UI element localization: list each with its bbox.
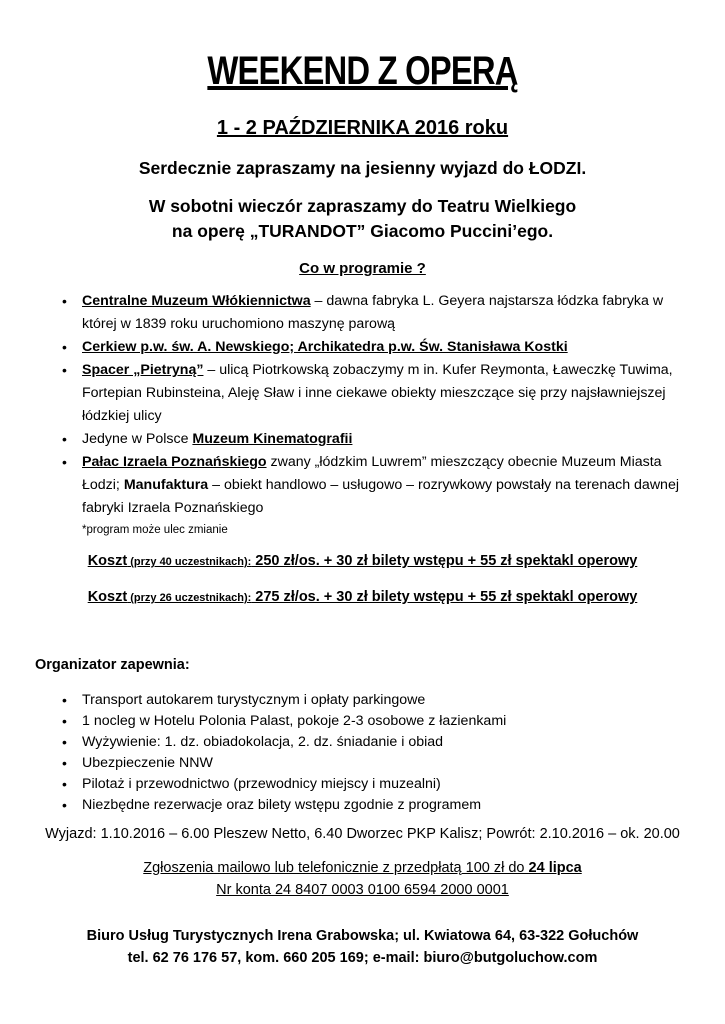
office-contact: tel. 62 76 176 57, kom. 660 205 169; e-mail: biuro@butgoluchow.com	[127, 950, 598, 966]
evening-text-line2: na operę „TURANDOT” Giacomo Puccini’ego.	[171, 221, 554, 241]
invite-text: Serdecznie zapraszamy na jesienny wyjazd do ŁODZI.	[138, 158, 587, 178]
bullet-icon: •	[62, 692, 67, 708]
cost-line	[0, 589, 725, 605]
bullet-icon: •	[62, 293, 67, 309]
program-note: *program może ulec zmianie	[82, 524, 228, 536]
bullet-icon: •	[62, 755, 67, 771]
page-title: WEEKEND Z OPERĄ	[207, 49, 518, 93]
organizer-item	[62, 774, 682, 795]
organizer-item-text: Wyżywienie: 1. dz. obiadokolacja, 2. dz. śniadanie i obiad	[82, 734, 444, 750]
application-info	[0, 860, 725, 876]
organizer-list	[62, 690, 682, 816]
organizer-item-text: Ubezpieczenie NNW	[82, 755, 213, 771]
cost-condition: (przy 40 uczestnikach):	[127, 556, 252, 568]
bullet-icon: •	[62, 797, 67, 813]
program-item-prefix: Jedyne w Polsce	[82, 431, 193, 447]
cost-label: Koszt	[87, 589, 128, 605]
organizer-item	[62, 753, 682, 774]
program-item-title-2: Manufaktura	[123, 477, 209, 493]
bullet-icon: •	[62, 734, 67, 750]
program-heading: Co w programie ?	[299, 260, 426, 277]
organizer-item	[62, 711, 682, 732]
organizer-item	[62, 795, 682, 816]
organizer-heading: Organizator zapewnia:	[35, 657, 190, 673]
program-item-title: Spacer „Pietryną”	[82, 362, 204, 378]
program-item	[62, 428, 682, 451]
program-item	[62, 359, 682, 428]
organizer-item	[62, 732, 682, 753]
cost-amount: 250 zł/os. + 30 zł bilety wstępu + 55 zł spektakl operowy	[251, 553, 638, 569]
program-item	[62, 290, 682, 336]
bullet-icon: •	[62, 339, 67, 355]
program-item-text: zwany „łódzkim Luwrem” mieszczący obecnie Muzeum Miasta Łodzi;	[82, 454, 662, 493]
cost-condition: (przy 26 uczestnikach):	[127, 592, 252, 604]
program-item-text-2: – obiekt handlowo – usługowo – rozrywkowy powstały na terenach dawnej fabryki Izraela Poznańskiego	[82, 477, 679, 516]
program-item-text: – ulicą Piotrkowską zobaczymy m in. Kufer Reymonta, Ławeczkę Tuwima, Fortepian Rubinsteina, Aleję Sław i inne ciekawe obiekty mieszczące się przy najsławniejszej łódzkiej ulicy	[82, 362, 673, 424]
organizer-item	[62, 690, 682, 711]
organizer-item-text: 1 nocleg w Hotelu Polonia Palast, pokoje 2-3 osobowe z łazienkami	[82, 713, 507, 729]
departure-info: Wyjazd: 1.10.2016 – 6.00 Pleszew Netto, 6.40 Dworzec PKP Kalisz; Powrót: 2.10.2016 – ok. 20.00	[45, 826, 680, 842]
office-address: Biuro Usług Turystycznych Irena Grabowska; ul. Kwiatowa 64, 63-322 Gołuchów	[86, 928, 639, 944]
bank-account: Nr konta 24 8407 0003 0100 6594 2000 0001	[216, 882, 509, 898]
cost-label: Koszt	[87, 553, 128, 569]
program-item	[62, 336, 682, 359]
organizer-item-text: Niezbędne rezerwacje oraz bilety wstępu zgodnie z programem	[82, 797, 482, 813]
bullet-icon: •	[62, 431, 67, 447]
program-item-title: Pałac Izraela Poznańskiego	[82, 454, 267, 470]
program-item-title: Muzeum Kinematografii	[192, 431, 353, 447]
program-item-text: – dawna fabryka L. Geyera najstarsza łódzka fabryka w której w 1839 roku uruchomiono maszynę parową	[82, 293, 664, 332]
cost-amount: 275 zł/os. + 30 zł bilety wstępu + 55 zł spektakl operowy	[251, 589, 638, 605]
bullet-icon: •	[62, 454, 67, 470]
bullet-icon: •	[62, 776, 67, 792]
program-item-title: Centralne Muzeum Włókiennictwa	[82, 293, 311, 309]
organizer-item-text: Transport autokarem turystycznym i opłaty parkingowe	[82, 692, 426, 708]
application-deadline: 24 lipca	[528, 860, 582, 876]
organizer-item-text: Pilotaż i przewodnictwo (przewodnicy miejscy i muzealni)	[82, 776, 441, 792]
program-list	[62, 290, 682, 520]
program-item-title: Cerkiew p.w. św. A. Newskiego; Archikatedra p.w. Św. Stanisława Kostki	[82, 339, 568, 355]
application-text: Zgłoszenia mailowo lub telefonicznie z przedpłatą 100 zł do	[143, 860, 529, 876]
evening-text-line1: W sobotni wieczór zapraszamy do Teatru Wielkiego	[148, 196, 577, 216]
bullet-icon: •	[62, 713, 67, 729]
cost-line	[0, 553, 725, 569]
program-item	[62, 451, 682, 520]
bullet-icon: •	[62, 362, 67, 378]
event-date: 1 - 2 PAŹDZIERNIKA 2016 roku	[216, 117, 509, 139]
